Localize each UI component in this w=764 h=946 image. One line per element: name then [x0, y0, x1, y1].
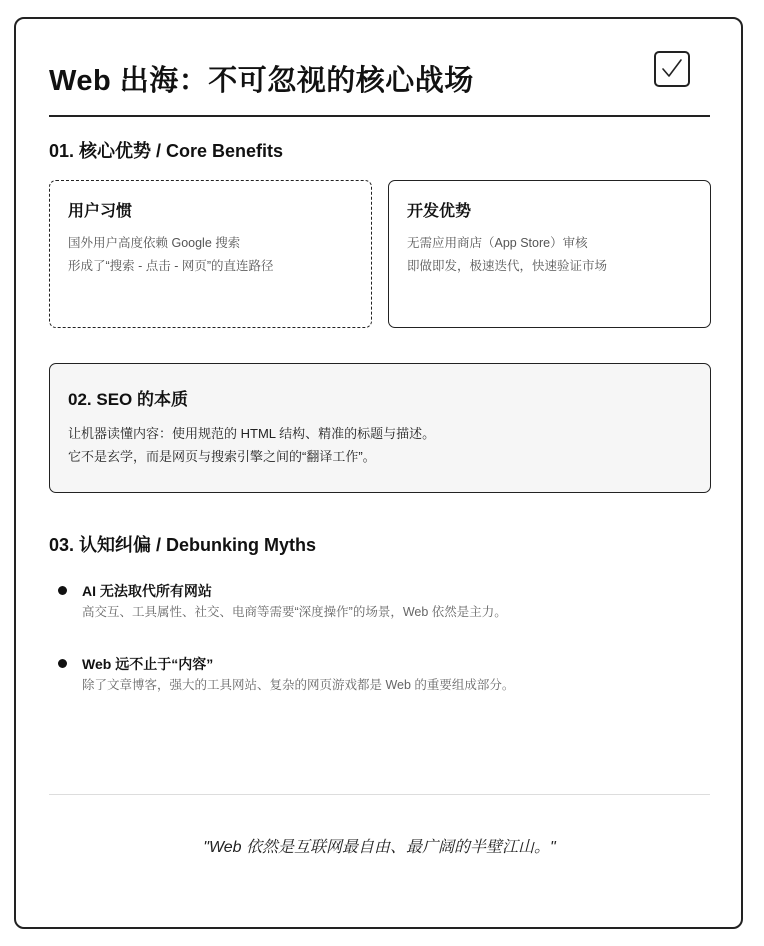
title-divider [49, 115, 710, 117]
seo-text [68, 422, 435, 468]
seo-line: 让机器读懂内容：使用规范的 HTML 结构、精准的标题与描述。 [68, 426, 436, 441]
benefit-card-title: 用户习惯 [68, 203, 133, 220]
section-heading-core-benefits: 01. 核心优势 / Core Benefits [49, 141, 284, 161]
myth-title: AI 无法取代所有网站 [82, 583, 212, 599]
section-heading-myths: 03. 认知纠偏 / Debunking Myths [49, 535, 317, 555]
bullet-icon [58, 659, 67, 668]
benefit-card-text [407, 232, 607, 278]
benefit-card-title: 开发优势 [407, 203, 472, 220]
benefit-card-user-habits [49, 180, 372, 328]
benefit-card-line: 形成了“搜索 - 点击 - 网页”的直连路径 [68, 259, 274, 273]
benefit-card-dev-advantage [388, 180, 711, 328]
checkbox-checked-icon [654, 51, 690, 87]
benefit-card-text [68, 232, 274, 278]
footer-quote: "Web 依然是互联网最自由、最广阔的半壁江山。" [203, 839, 556, 856]
page-title: Web 出海：不可忽视的核心战场 [49, 65, 474, 97]
seo-line: 它不是玄学，而是网页与搜索引擎之间的“翻译工作”。 [68, 449, 376, 464]
myth-title: Web 远不止于“内容” [82, 656, 214, 672]
myth-description: 除了文章博客，强大的工具网站、复杂的网页游戏都是 Web 的重要组成部分。 [82, 678, 515, 692]
benefit-card-line: 即做即发，极速迭代，快速验证市场 [407, 259, 608, 273]
bullet-icon [58, 586, 67, 595]
seo-essence-panel [49, 363, 711, 493]
footer-divider [49, 794, 710, 795]
section-heading-seo: 02. SEO 的本质 [68, 390, 188, 409]
myth-description: 高交互、工具属性、社交、电商等需要“深度操作”的场景，Web 依然是主力。 [82, 605, 507, 619]
benefit-card-line: 国外用户高度依赖 Google 搜索 [68, 236, 241, 250]
benefit-card-line: 无需应用商店（App Store）审核 [407, 236, 588, 250]
